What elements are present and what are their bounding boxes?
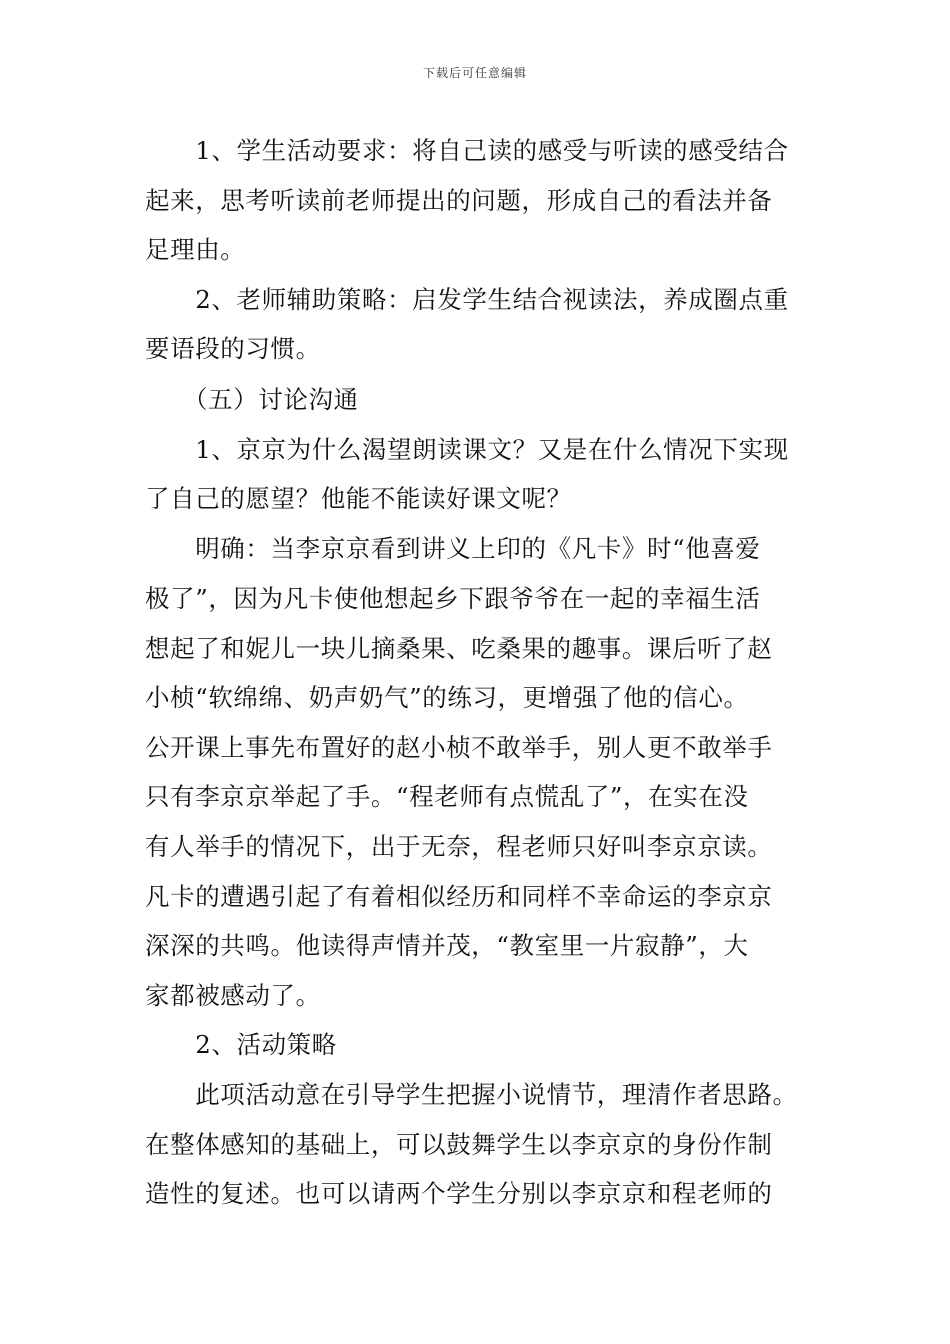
text-line: 公开课上事先布置好的赵小桢不敢举手，别人更不敢举手 (145, 733, 773, 762)
section-heading: （五）讨论沟通 (145, 385, 359, 414)
text-line: 1、学生活动要求：将自己读的感受与听读的感受结合 (145, 136, 789, 165)
text-line: 家都被感动了。 (145, 981, 321, 1010)
text-line: 足理由。 (145, 235, 246, 264)
text-line: 此项活动意在引导学生把握小说情节，理清作者思路。 (145, 1080, 798, 1109)
text-line: 明确：当李京京看到讲义上印的《凡卡》时“他喜爱 (145, 534, 761, 563)
text-line: 起来，思考听读前老师提出的问题，形成自己的看法并备 (145, 186, 773, 215)
text-line: 要语段的习惯。 (145, 334, 321, 363)
text-line: 只有李京京举起了手。“程老师有点慌乱了”，在实在没 (145, 782, 749, 811)
text-line: 深深的共鸣。他读得声情并茂，“教室里一片寂静”，大 (145, 931, 749, 960)
text-line: 2、老师辅助策略：启发学生结合视读法，养成圈点重 (145, 285, 789, 314)
page-header-note: 下载后可任意编辑 (422, 66, 527, 80)
text-line: 在整体感知的基础上，可以鼓舞学生以李京京的身份作制 (145, 1130, 773, 1159)
text-line: 有人举手的情况下，出于无奈，程老师只好叫李京京读。 (145, 832, 773, 861)
text-line: 了自己的愿望？他能不能读好课文呢？ (145, 484, 572, 513)
text-line: 1、京京为什么渴望朗读课文？又是在什么情况下实现 (145, 435, 789, 464)
text-line: 造性的复述。也可以请两个学生分别以李京京和程老师的 (145, 1179, 773, 1208)
text-line: 极了”，因为凡卡使他想起乡下跟爷爷在一起的幸福生活 (145, 584, 761, 613)
text-line: 想起了和妮儿一块儿摘桑果、吃桑果的趣事。课后听了赵 (145, 634, 773, 663)
text-line: 小桢“软绵绵、奶声奶气”的练习，更增强了他的信心。 (145, 683, 749, 712)
text-line: 凡卡的遭遇引起了有着相似经历和同样不幸命运的李京京 (145, 882, 773, 911)
text-line: 2、活动策略 (145, 1030, 337, 1059)
